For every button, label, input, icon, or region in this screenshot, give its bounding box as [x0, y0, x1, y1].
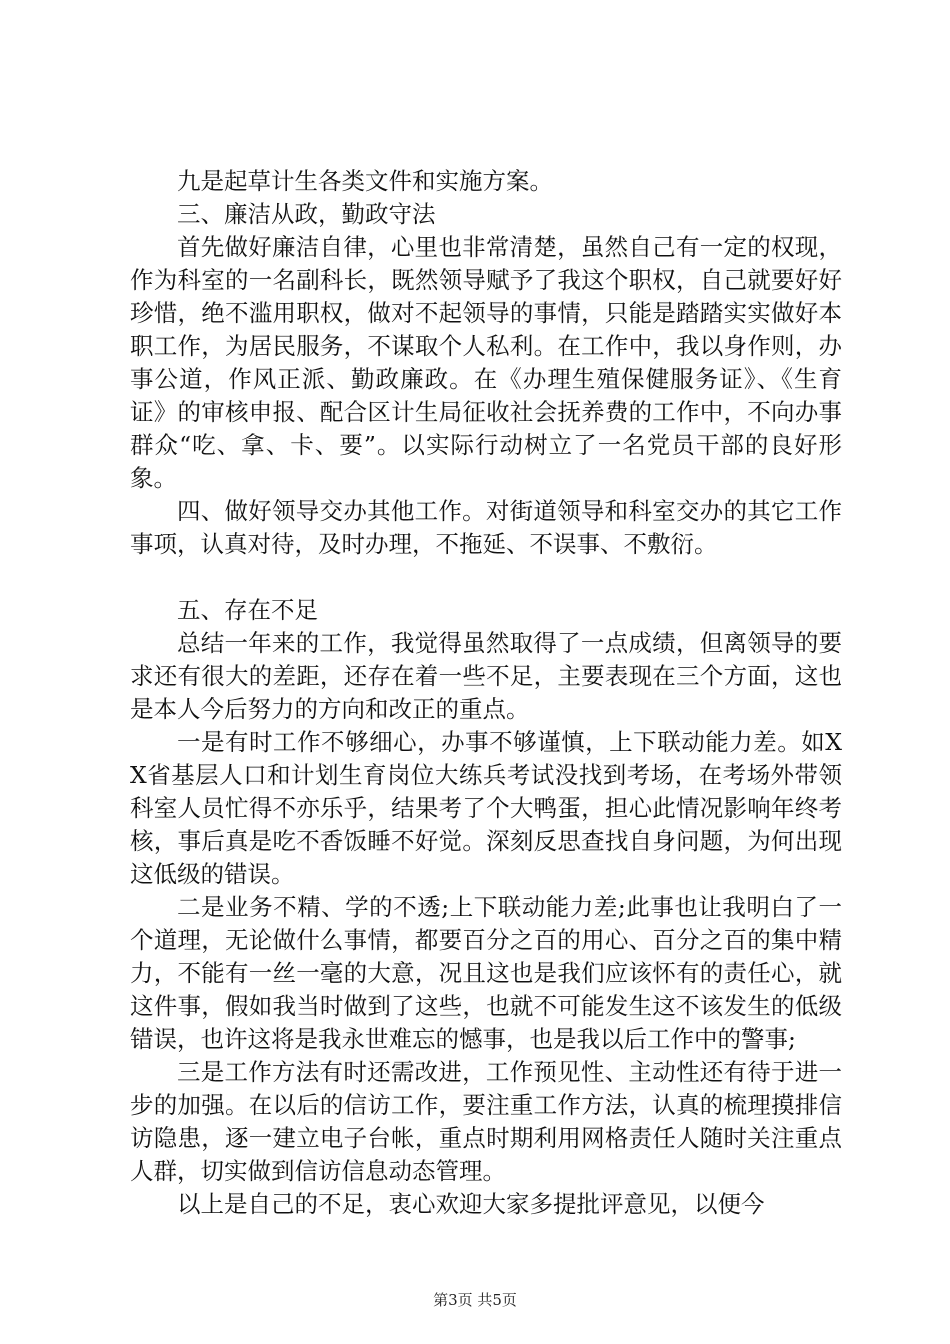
section-heading-5: 五、存在不足 [177, 596, 318, 624]
section-heading-3: 三、廉洁从政，勤政守法 [177, 200, 436, 228]
paragraph-shortcoming-3: 三是工作方法有时还需改进，工作预见性、主动性还有待于进一步的加强。在以后的信访工作，要注重工作方法，认真的梳理摸排信访隐患，逐一建立电子台帐，重点时期利用网格责任人随时关注重点人群，切实做到信访信息动态管理。 [130, 1058, 842, 1185]
paragraph-spacer [130, 561, 842, 594]
paragraph-shortcoming-1: 一是有时工作不够细心，办事不够谨慎，上下联动能力差。如XX省基层人口和计划生育岗位大练兵考试没找到考场，在考场外带领科室人员忙得不亦乐乎，结果考了个大鸭蛋，担心此情况影响年终考核，事后真是吃不香饭睡不好觉。深刻反思查找自身问题，为何出现这低级的错误。 [130, 728, 842, 888]
document-body [130, 165, 842, 1221]
paragraph-item-9: 九是起草计生各类文件和实施方案。 [177, 167, 553, 195]
paragraph-integrity: 首先做好廉洁自律，心里也非常清楚，虽然自己有一定的权现，作为科室的一名副科长，既然领导赋予了我这个职权，自己就要好好珍惜，绝不滥用职权，做对不起领导的事情，只能是踏踏实实做好本职工作，为居民服务，不谋取个人私利。在工作中，我以身作则，办事公道，作风正派、勤政廉政。在《办理生殖保健服务证》、《生育证》的审核申报、配合区计生局征收社会抚养费的工作中，不向办事群众“吃、拿、卡、要”。以实际行动树立了一名党员干部的良好形象。 [130, 233, 842, 492]
paragraph-summary: 总结一年来的工作，我觉得虽然取得了一点成绩，但离领导的要求还有很大的差距，还存在着一些不足，主要表现在三个方面，这也是本人今后努力的方向和改正的重点。 [130, 629, 842, 723]
page-number-footer: 第3页 共5页 [433, 1291, 517, 1309]
section-heading-4: 四、做好领导交办其他工作。对街道领导和科室交办的其它工作事项，认真对待，及时办理，不拖延、不误事、不敷衍。 [130, 497, 842, 558]
paragraph-shortcoming-2: 二是业务不精、学的不透;上下联动能力差;此事也让我明白了一个道理，无论做什么事情，都要百分之百的用心、百分之百的集中精力，不能有一丝一毫的大意，况且这也是我们应该怀有的责任心，就这件事，假如我当时做到了这些，也就不可能发生这不该发生的低级错误，也许这将是我永世难忘的憾事，也是我以后工作中的警事; [130, 893, 842, 1053]
paragraph-closing: 以上是自己的不足，衷心欢迎大家多提批评意见，以便今 [177, 1190, 765, 1218]
